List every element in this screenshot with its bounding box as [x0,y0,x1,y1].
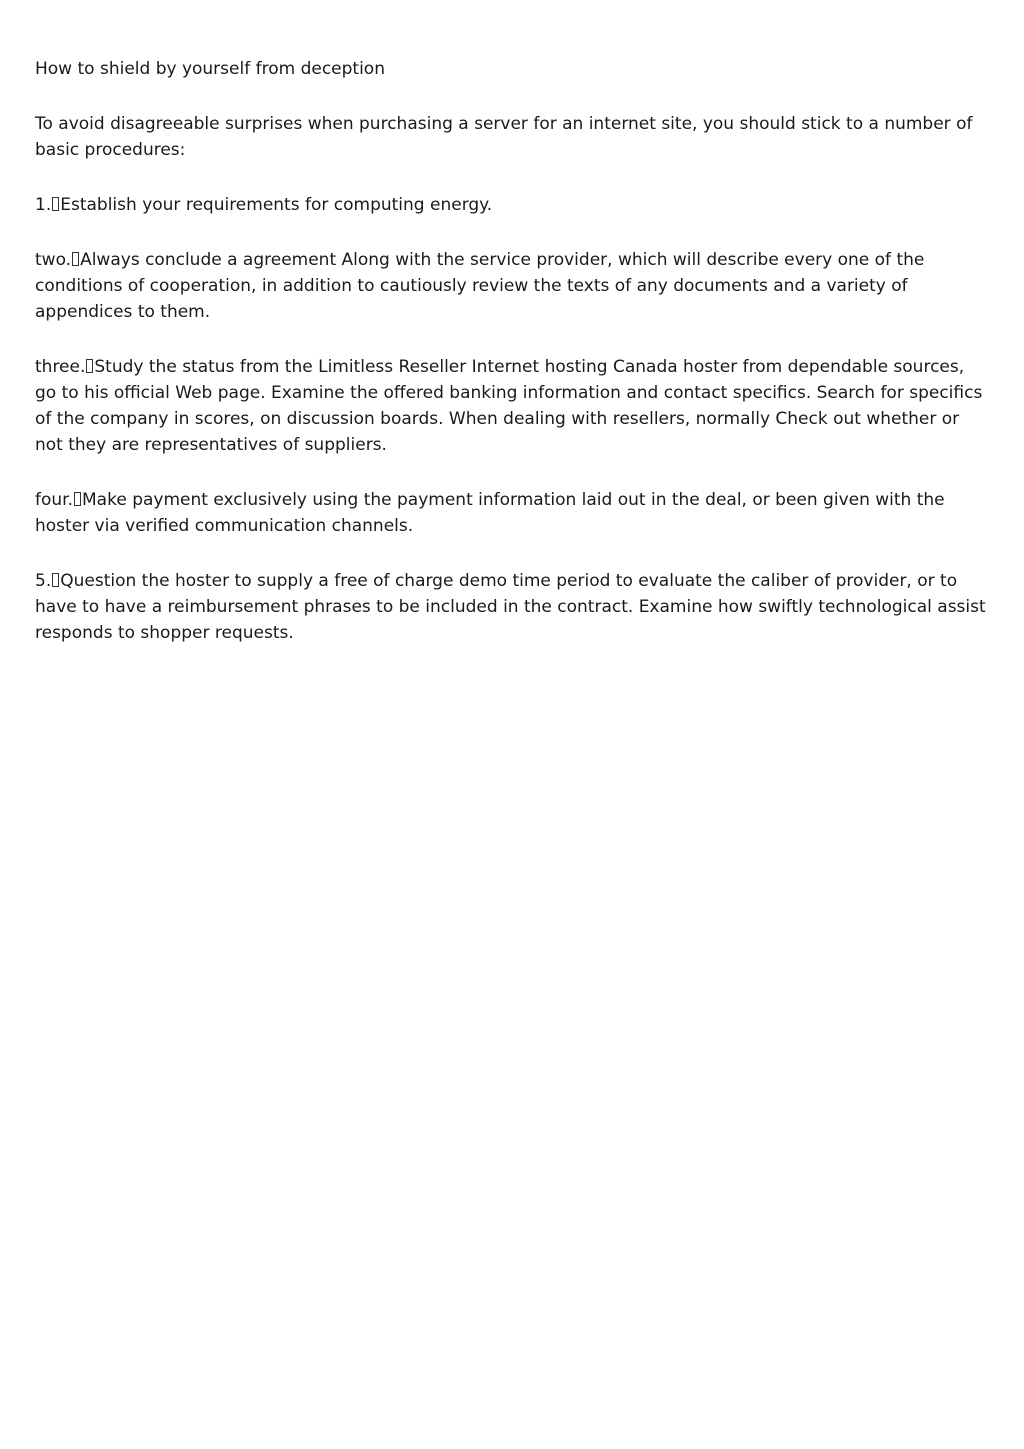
missing-glyph-icon [72,252,79,266]
missing-glyph-icon [52,197,59,211]
step-lead: Establish [60,195,137,215]
step-lead: Question [60,571,137,591]
step-5 [35,568,990,646]
step-lead: Always [80,250,140,270]
intro-paragraph: To avoid disagreeable surprises when purchasing a server for an internet site, you should stick to a number of basic procedures: [35,114,973,160]
missing-glyph-icon [86,359,93,373]
document-title: How to shield by yourself from deception [35,59,385,79]
missing-glyph-icon [52,573,59,587]
document-page [35,56,990,675]
step-4 [35,487,990,539]
step-text: the status from the Limitless Reseller Internet hosting Canada hoster from dependable sources, go to his official Web page. Examine the offered banking information and contact specifics. Search for specifics of the company in scores, on discussion boards. When dealing with resellers, normally Check out whether or not they are representatives of suppliers. [35,357,983,455]
step-number: four. [35,490,73,510]
step-2 [35,247,990,325]
step-text: your requirements for computing energy. [136,195,493,215]
step-number: 5. [35,571,52,591]
missing-glyph-icon [74,492,81,506]
step-3 [35,354,990,458]
step-lead: Study [94,357,144,377]
step-number: 1. [35,195,52,215]
step-number: three. [35,357,86,377]
step-lead: Make [82,490,127,510]
step-text: conclude a agreement Along with the service provider, which will describe every one of the conditions of cooperation, in addition to cautiously review the texts of any documents and a variety of appendices to them. [35,250,925,322]
step-text: payment exclusively using the payment information laid out in the deal, or been given with the hoster via verified communication channels. [35,490,945,536]
step-1 [35,192,990,218]
step-number: two. [35,250,72,270]
step-text: the hoster to supply a free of charge demo time period to evaluate the caliber of provider, or to have to have a reimbursement phrases to be included in the contract. Examine how swiftly technological assist responds to shopper requests. [35,571,986,643]
